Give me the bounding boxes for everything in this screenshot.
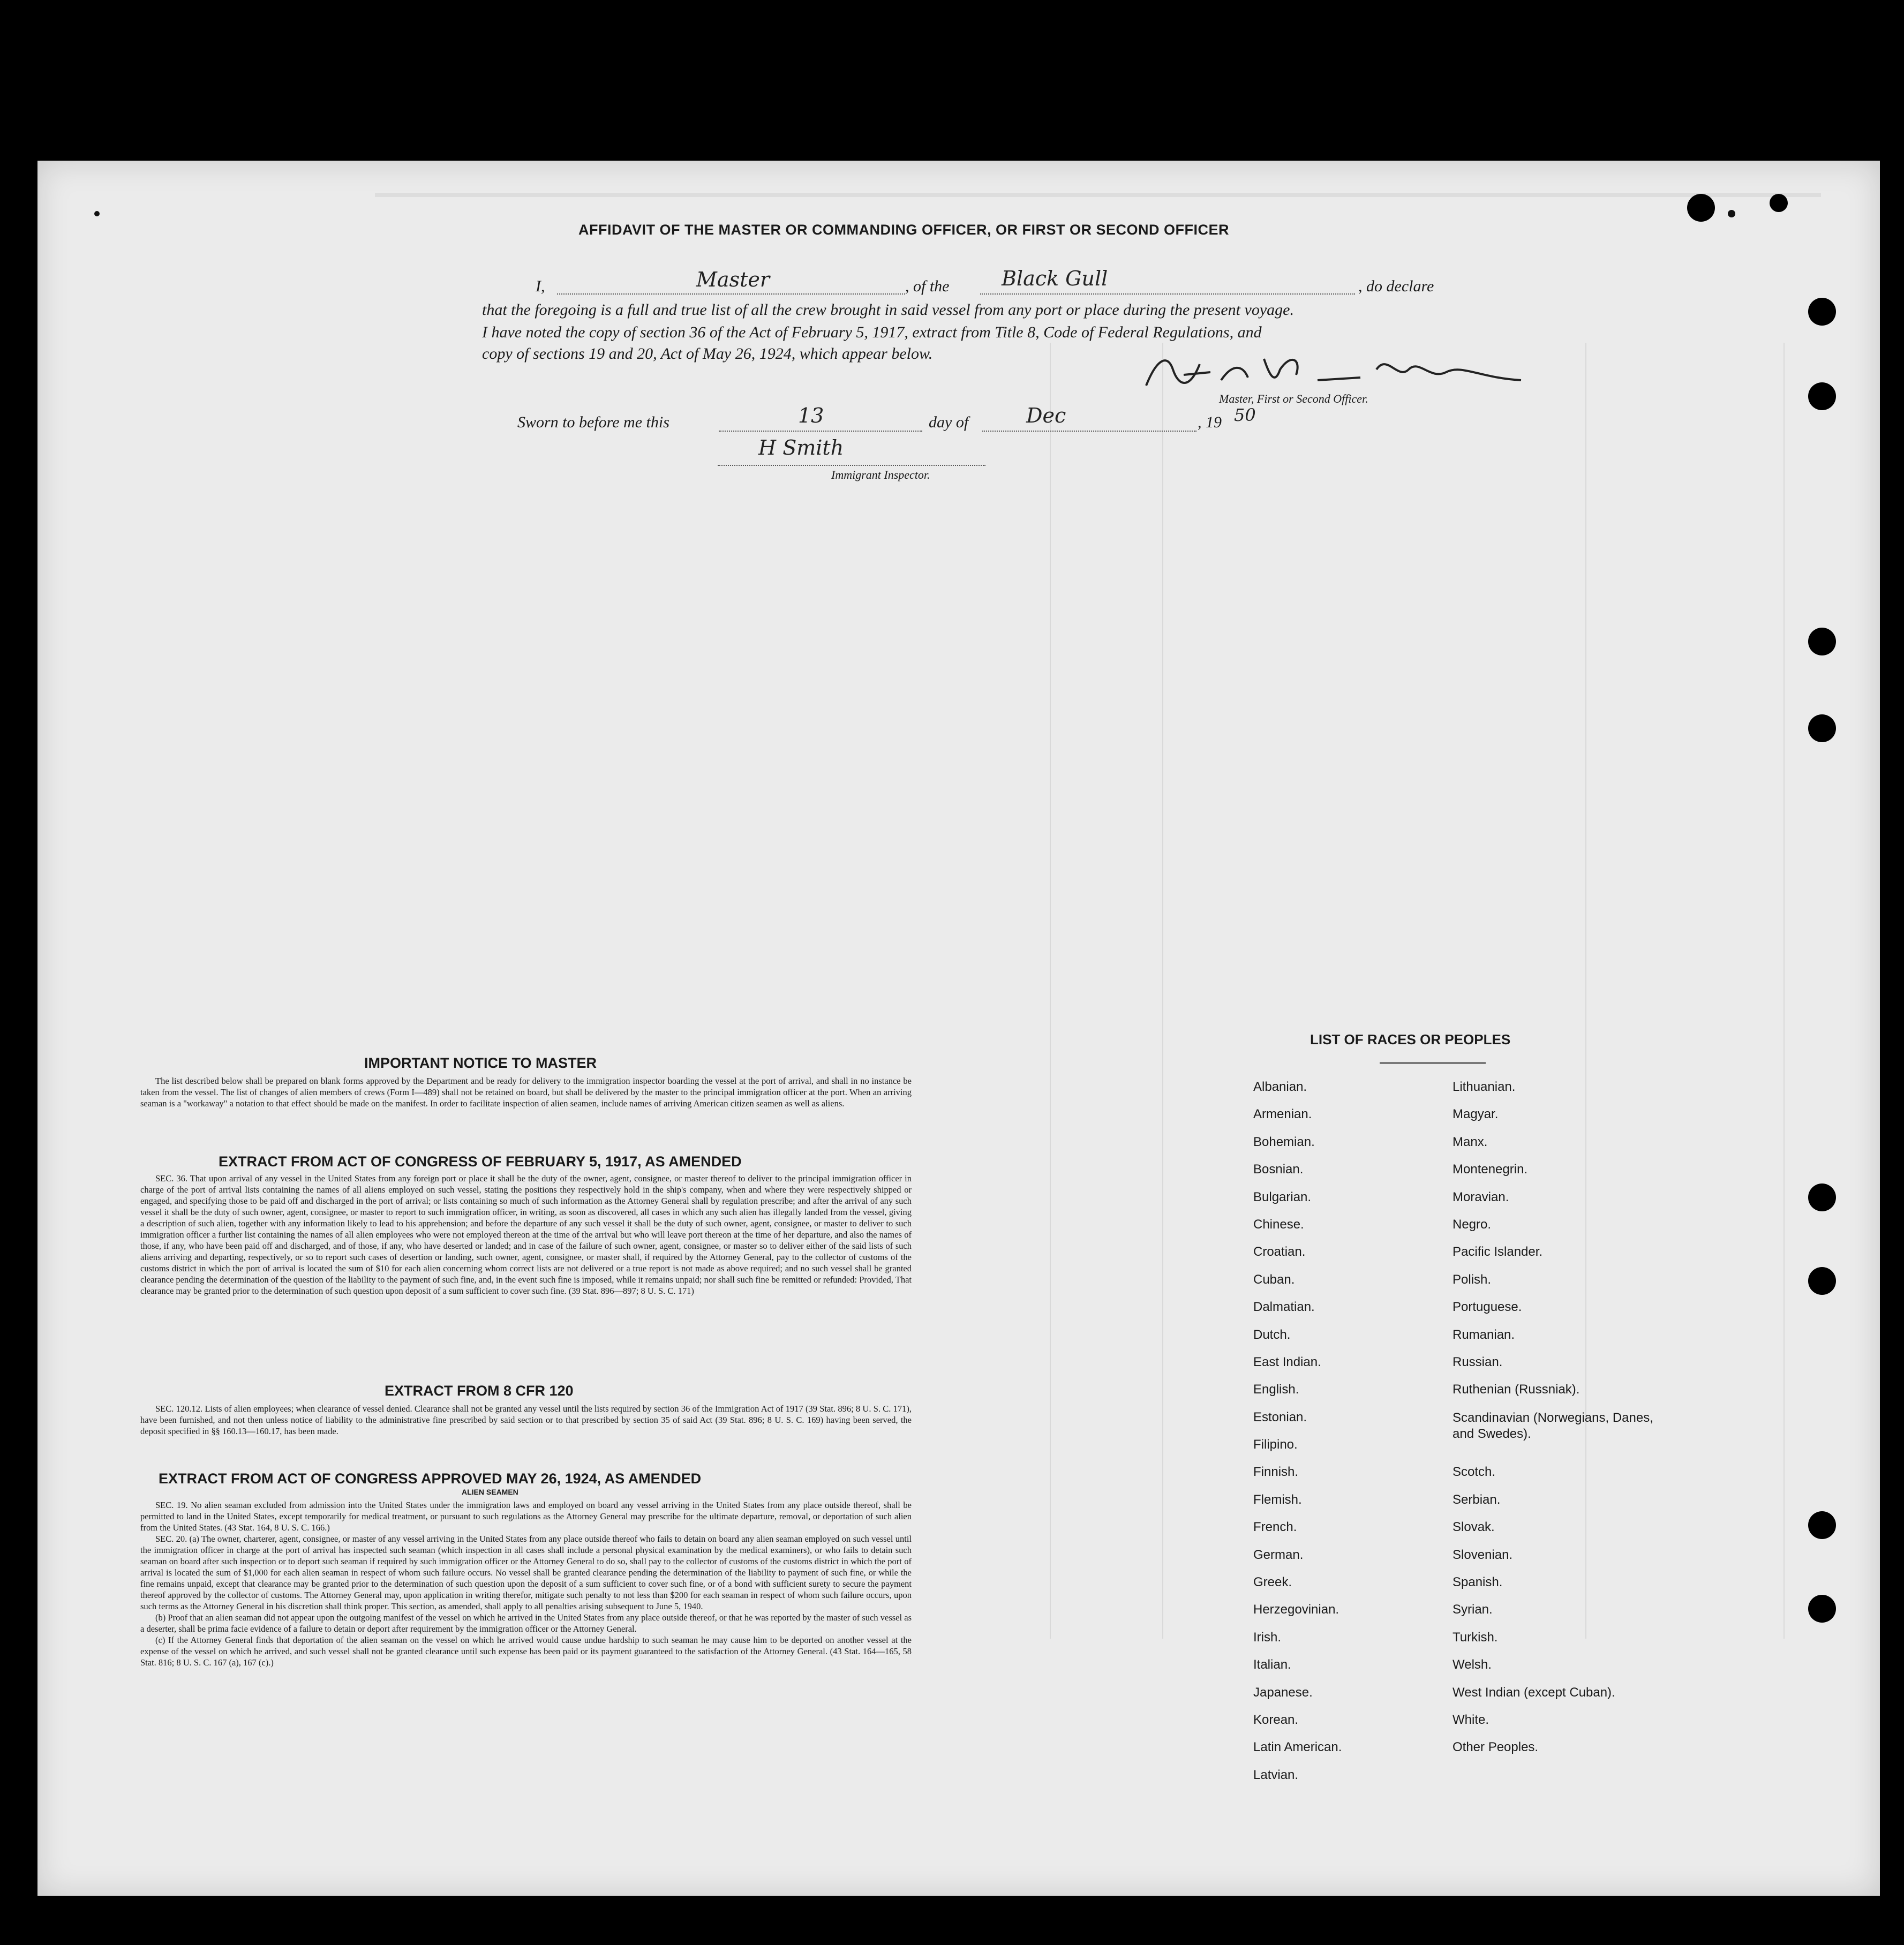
race-item: Cuban.	[1253, 1272, 1295, 1287]
punch-hole	[1808, 1183, 1836, 1211]
affidavit-body-line-3: copy of sections 19 and 20, Act of May 26, 1924, which appear below.	[482, 345, 933, 363]
rank-handwritten: Master	[696, 268, 770, 291]
affidavit-body-line-1: that the foregoing is a full and true list of all the crew brought in said vessel from any port or place during the present voyage.	[482, 301, 1294, 319]
sworn-day-of: day of	[929, 413, 969, 431]
race-item: West Indian (except Cuban).	[1453, 1685, 1615, 1700]
bleed-through-header	[375, 193, 1821, 224]
race-item: Croatian.	[1253, 1245, 1306, 1260]
race-item: Slovak.	[1453, 1520, 1495, 1535]
race-item: Moravian.	[1453, 1189, 1509, 1204]
sworn-year-handwritten: 50	[1234, 405, 1256, 425]
vessel-line	[980, 293, 1355, 295]
punch-hole	[1808, 382, 1836, 410]
affidavit-title: AFFIDAVIT OF THE MASTER OR COMMANDING OFFICER, OR FIRST OR SECOND OFFICER	[578, 222, 1229, 238]
race-item: Bosnian.	[1253, 1162, 1304, 1177]
extract-cfr-text	[140, 1403, 912, 1437]
race-item: Estonian.	[1253, 1409, 1307, 1424]
race-item: Turkish.	[1453, 1630, 1498, 1645]
races-title-rule	[1380, 1062, 1486, 1064]
extract-cfr-paragraph: SEC. 120.12. Lists of alien employees; when clearance of vessel denied. Clearance shall not be granted any vessel until the lists required by section 36 of the Immigration Act of 1917 (39 Stat. 896; 8 U. S. C. 171), have been furnished, and not then unless notice of liability to the administrative fine prescribed by said section or to that prescribed by section 35 of said Act (39 Stat. 896; 8 U. S. C. 169) having been served, the deposit specified in §§ 160.13—160.17, has been made.	[140, 1404, 912, 1436]
races-right-column	[1453, 1080, 1661, 1768]
race-item: Scandinavian (Norwegians, Danes, and Swedes).	[1453, 1410, 1653, 1441]
punch-hole	[1808, 298, 1836, 326]
sworn-day-line	[719, 431, 922, 432]
extract-1924-sec20b: (b) Proof that an alien seaman did not appear upon the outgoing manifest of the vessel on which he arrived in the United States from any place outside thereof, or that he was reported by the master of such vessel as a deserter, shall be prima facie evidence of a failure to detain or deport after requirement by the immigration officer or the Attorney General.	[140, 1612, 912, 1634]
extract-1924-sec20a: SEC. 20. (a) The owner, charterer, agent, consignee, or master of any vessel arriving in the United States from any place outside thereof who fails to detain on board any alien seaman employed on such vessel until the immigration officer in charge at the port of arrival has inspected such seaman (which inspection in all cases shall include a personal physical examination by the medical examiners), or who fails to detain such seaman on board after such inspection or to deport such seaman if required by such immigration officer or the Attorney General to do so, shall pay to the collector of customs of the customs district in which the port of arrival is located the sum of $1,000 for each alien seaman in respect of whom such failure occurs. No vessel shall be granted clearance pending the determination of the liability to payment of such fine, or while the fine remains unpaid, except that clearance may be granted prior to the determination of such question upon the deposit of a sum sufficient to cover such fine, or of a bond with sufficient surety to secure the payment thereof approved by the collector of customs. The Attorney General may, upon application in writing therefor, mitigate such penalty to not less than $200 for each seaman in respect of whom such failure occurs, upon such terms as the Attorney General in his discretion shall think proper. This section, as amended, shall apply to all penalties arising subsequent to June 5, 1940.	[140, 1534, 912, 1611]
race-item: Ruthenian (Russniak).	[1453, 1382, 1580, 1397]
sworn-day-handwritten: 13	[798, 404, 824, 427]
race-item: Welsh.	[1453, 1657, 1492, 1672]
notice-heading: IMPORTANT NOTICE TO MASTER	[364, 1055, 597, 1071]
affidavit-body-line-2: I have noted the copy of section 36 of the Act of February 5, 1917, extract from Title 8, Code of Federal Regulations, and	[482, 323, 1262, 341]
notice-paragraph: The list described below shall be prepared on blank forms approved by the Department and be ready for delivery to the immigration inspector boarding the vessel at the port of arrival, and shall in no instance be taken from the vessel. The list of changes of alien members of crews (Form I—489) shall not be retained on board, but shall be delivered by the master to the principal immigration officer at the port. When an arriving seaman is a "workaway" a notation to that effect should be made on the manifest. In order to facilitate inspection of alien seamen, include names of arriving American citizen seamen as well as aliens.	[140, 1076, 912, 1109]
race-item: White.	[1453, 1713, 1489, 1727]
punch-hole	[1687, 194, 1715, 222]
inspector-handwritten: H Smith	[758, 436, 844, 459]
sworn-month-handwritten: Dec	[1026, 404, 1066, 427]
race-item: Magyar.	[1453, 1107, 1499, 1122]
race-item: Filipino.	[1253, 1437, 1298, 1452]
extract-1917-text	[140, 1173, 912, 1296]
inspector-caption: Immigrant Inspector.	[831, 468, 930, 481]
punch-hole	[1808, 1267, 1836, 1295]
extract-1924-sec20c: (c) If the Attorney General finds that deportation of the alien seaman on the vessel on which he arrived would cause undue hardship to such seaman he may cause him to be deported on another vessel at the expense of the vessel on which he arrived, and such vessel shall not be granted clearance until such expense has been paid or its payment guaranteed to the satisfaction of the Attorney General. (43 Stat. 164—165, 58 Stat. 816; 8 U. S. C. 167 (a), 167 (c).)	[140, 1635, 912, 1668]
signature-caption: Master, First or Second Officer.	[1219, 392, 1368, 405]
race-item: Portuguese.	[1453, 1300, 1522, 1315]
master-signature	[1135, 348, 1532, 396]
speck	[1728, 210, 1735, 217]
notice-text	[140, 1075, 912, 1109]
race-item: Latin American.	[1253, 1740, 1342, 1755]
race-item: Albanian.	[1253, 1080, 1307, 1094]
race-item: Italian.	[1253, 1657, 1291, 1672]
sworn-year-prefix: , 19	[1198, 413, 1222, 431]
race-item: Pacific Islander.	[1453, 1245, 1543, 1260]
inspector-line	[718, 465, 985, 466]
extract-cfr-heading: EXTRACT FROM 8 CFR 120	[385, 1383, 574, 1399]
affidavit-do-declare: , do declare	[1358, 277, 1434, 295]
extract-1924-sec19: SEC. 19. No alien seaman excluded from admission into the United States under the immigration laws and employed on board any vessel arriving in the United States from any place outside thereof, shall be permitted to land in the United States, except temporarily for medical treatment, or pursuant to such regulations as the Attorney General may prescribe for the ultimate departure, removal, or deportation of such alien from the United States. (43 Stat. 164, 8 U. S. C. 166.)	[140, 1500, 912, 1533]
race-item: Scotch.	[1453, 1465, 1496, 1480]
race-item: Manx.	[1453, 1134, 1488, 1149]
race-item: Syrian.	[1453, 1602, 1493, 1617]
punch-hole	[1808, 1595, 1836, 1623]
extract-1924-heading: EXTRACT FROM ACT OF CONGRESS APPROVED MAY 26, 1924, AS AMENDED	[159, 1471, 702, 1487]
race-item: Spanish.	[1453, 1575, 1503, 1590]
race-item: Rumanian.	[1453, 1327, 1515, 1342]
punch-hole	[1770, 194, 1788, 212]
race-item: Bohemian.	[1253, 1134, 1315, 1149]
race-item: Chinese.	[1253, 1217, 1304, 1232]
race-item: Irish.	[1253, 1630, 1282, 1645]
races-title: LIST OF RACES OR PEOPLES	[1310, 1031, 1511, 1047]
sworn-month-line	[982, 431, 1196, 432]
race-item: Negro.	[1453, 1217, 1492, 1232]
extract-1917-paragraph: SEC. 36. That upon arrival of any vessel in the United States from any foreign port or place it shall be the duty of the owner, agent, consignee, or master thereof to deliver to the principal immigration officer in charge of the port of arrival lists containing the names of all aliens employed on such vessel, stating the positions they respectively hold in the ship's company, when and where they were respectively shipped or engaged, and specifying those to be paid off and discharged in the port of arrival; or lists containing so much of such information as the Attorney General shall by regulation prescribe; and after the arrival of any such vessel it shall be the duty of such owner, agent, consignee, or master to report to such immigration officer, in writing, as soon as discovered, all cases in which any such alien has illegally landed from the vessel, giving a description of such alien, together with any information likely to lead to his apprehension; and before the departure of any such vessel it shall be the duty of such owner, agent, consignee, or master to deliver to such immigration officer a further list containing the names of all alien employees who were not employed thereon at the time of the arrival but who will leave port thereon at the time of her departure, and also the names of those, if any, who have been paid off and discharged, and of those, if any, who have deserted or landed; and in case of the failure of such owner, agent, consignee, or master so to deliver either of the said lists of such aliens arriving and departing, respectively, or so to report such cases of desertion or landing, such owner, agent, consignee, or master shall, if required by the Attorney General, pay to the collector of customs of the customs district in which the port of arrival is located the sum of $10 for each alien concerning whom correct lists are not delivered or a true report is not made as above required; and no such vessel shall be granted clearance pending the determination of the question of the liability to the payment of such fine, and, in the event such fine is imposed, while it remains unpaid; nor shall such fine be remitted or refunded: Provided, That clearance may be granted prior to the determination of such question upon deposit of a sum sufficient to cover such fine. (39 Stat. 896—897; 8 U. S. C. 171)	[140, 1173, 912, 1296]
race-item: German.	[1253, 1547, 1304, 1562]
race-item: Greek.	[1253, 1575, 1292, 1590]
race-item: French.	[1253, 1520, 1297, 1535]
race-item: Polish.	[1453, 1272, 1492, 1287]
punch-hole	[1808, 1511, 1836, 1539]
race-item: English.	[1253, 1382, 1299, 1397]
race-item: Bulgarian.	[1253, 1189, 1312, 1204]
race-item: Serbian.	[1453, 1492, 1501, 1507]
race-item: Finnish.	[1253, 1465, 1299, 1480]
bleed-through-column-rule	[1162, 343, 1163, 1639]
race-item: Japanese.	[1253, 1685, 1313, 1700]
sworn-prefix: Sworn to before me this	[517, 413, 669, 431]
race-item: Dalmatian.	[1253, 1300, 1315, 1315]
punch-hole	[1808, 628, 1836, 655]
bleed-through-column-rule	[1050, 343, 1051, 1639]
race-item: Other Peoples.	[1453, 1740, 1539, 1755]
race-item: Korean.	[1253, 1712, 1299, 1727]
race-item: Russian.	[1453, 1354, 1503, 1369]
race-item: Lithuanian.	[1453, 1080, 1516, 1094]
punch-hole	[1808, 714, 1836, 742]
race-item: East Indian.	[1253, 1354, 1321, 1369]
race-item: Slovenian.	[1453, 1547, 1513, 1562]
extract-1924-text	[140, 1499, 912, 1668]
extract-1924-subheading: ALIEN SEAMEN	[462, 1488, 518, 1496]
race-item: Herzegovinian.	[1253, 1602, 1339, 1617]
race-item: Latvian.	[1253, 1767, 1299, 1782]
bleed-through-column-rule	[1783, 343, 1785, 1639]
rank-line	[557, 293, 905, 295]
speck	[94, 211, 100, 216]
races-left-column	[1253, 1080, 1342, 1795]
vessel-handwritten: Black Gull	[1002, 267, 1108, 290]
race-item: Dutch.	[1253, 1327, 1291, 1342]
affidavit-of-the: , of the	[905, 277, 950, 295]
race-item: Montenegrin.	[1453, 1162, 1528, 1177]
extract-1917-heading: EXTRACT FROM ACT OF CONGRESS OF FEBRUARY 5, 1917, AS AMENDED	[219, 1154, 742, 1170]
affidavit-pronoun: I,	[536, 277, 545, 295]
race-item: Flemish.	[1253, 1492, 1302, 1507]
race-item: Armenian.	[1253, 1107, 1312, 1122]
